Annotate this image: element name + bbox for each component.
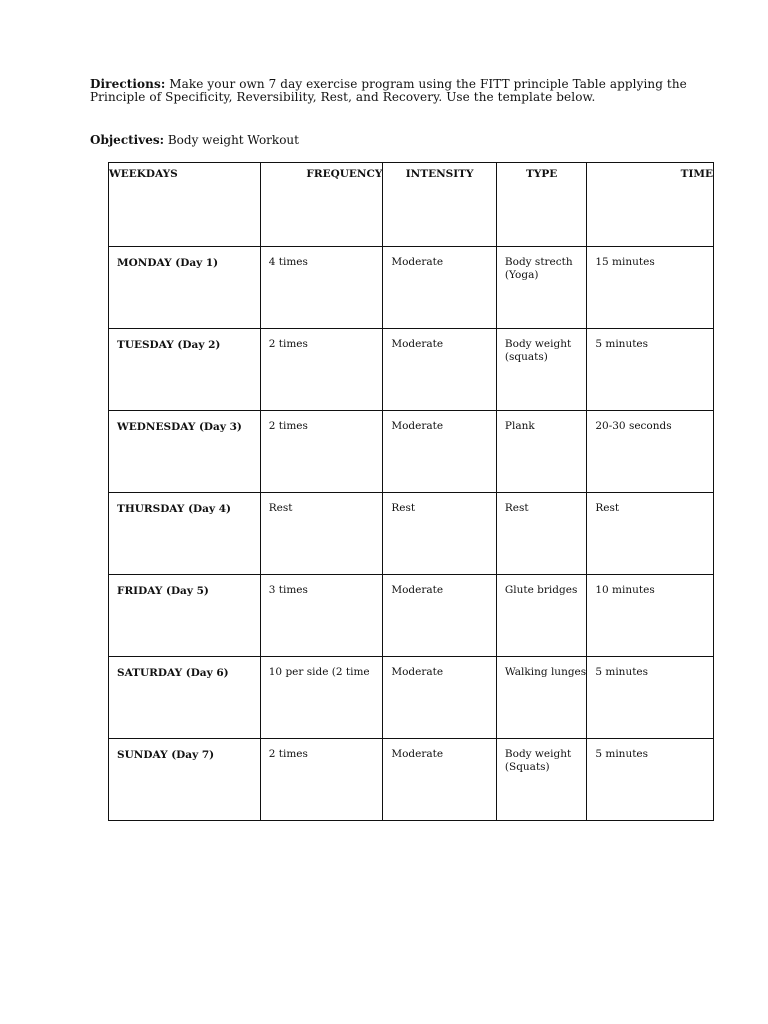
frequency-cell: 2 times (268, 748, 308, 760)
intensity-cell: Moderate (391, 256, 444, 268)
day-cell: SATURDAY (Day 6) (117, 667, 229, 679)
table-row (109, 493, 714, 575)
header-time: TIME (587, 163, 714, 247)
header-weekdays: WEEKDAYS (109, 163, 261, 247)
intensity-cell: Moderate (391, 420, 444, 432)
frequency-cell: 10 per side (2 time (268, 666, 370, 678)
frequency-cell: Rest (268, 502, 293, 514)
day-cell: MONDAY (Day 1) (117, 257, 219, 269)
time-cell: 5 minutes (595, 338, 649, 350)
day-cell: SUNDAY (Day 7) (117, 749, 215, 761)
header-intensity: INTENSITY (383, 163, 497, 247)
frequency-cell: 4 times (268, 256, 308, 268)
table-row (109, 247, 714, 329)
objectives-line (90, 133, 299, 147)
frequency-cell: 3 times (268, 584, 308, 596)
table-row (109, 739, 714, 821)
day-cell: WEDNESDAY (Day 3) (117, 421, 242, 433)
header-frequency: FREQUENCY (260, 163, 383, 247)
table-row (109, 411, 714, 493)
time-cell: 5 minutes (595, 748, 649, 760)
type-cell: Body weight (squats) (504, 338, 572, 363)
type-cell: Rest (504, 502, 529, 514)
time-cell: 20-30 seconds (595, 420, 672, 432)
fitt-table (108, 162, 714, 821)
directions-text: Make your own 7 day exercise program using the FITT principle Table applying the Principle of Specificity, Reversibility, Rest, and Recovery. Use the template below. (90, 77, 687, 104)
intensity-cell: Moderate (391, 666, 444, 678)
directions-label: Directions: (90, 77, 166, 91)
day-cell: THURSDAY (Day 4) (117, 503, 231, 515)
table-header-row (109, 163, 714, 247)
frequency-cell: 2 times (268, 338, 308, 350)
intensity-cell: Moderate (391, 584, 444, 596)
type-cell: Body weight (Squats) (504, 748, 572, 773)
day-cell: TUESDAY (Day 2) (117, 339, 221, 351)
time-cell: 5 minutes (595, 666, 649, 678)
table-row (109, 575, 714, 657)
intensity-cell: Moderate (391, 748, 444, 760)
type-cell: Body strecth (Yoga) (504, 256, 573, 281)
header-type: TYPE (496, 163, 586, 247)
type-cell: Walking lunges (504, 666, 587, 678)
table-row (109, 329, 714, 411)
directions-paragraph (90, 78, 690, 104)
frequency-cell: 2 times (268, 420, 308, 432)
intensity-cell: Moderate (391, 338, 444, 350)
table-row (109, 657, 714, 739)
type-cell: Plank (504, 420, 535, 432)
day-cell: FRIDAY (Day 5) (117, 585, 209, 597)
time-cell: 10 minutes (595, 584, 655, 596)
objectives-label: Objectives: (90, 133, 165, 147)
time-cell: Rest (595, 502, 620, 514)
intensity-cell: Rest (391, 502, 416, 514)
time-cell: 15 minutes (595, 256, 655, 268)
objectives-text: Body weight Workout (167, 133, 299, 147)
type-cell: Glute bridges (504, 584, 578, 596)
